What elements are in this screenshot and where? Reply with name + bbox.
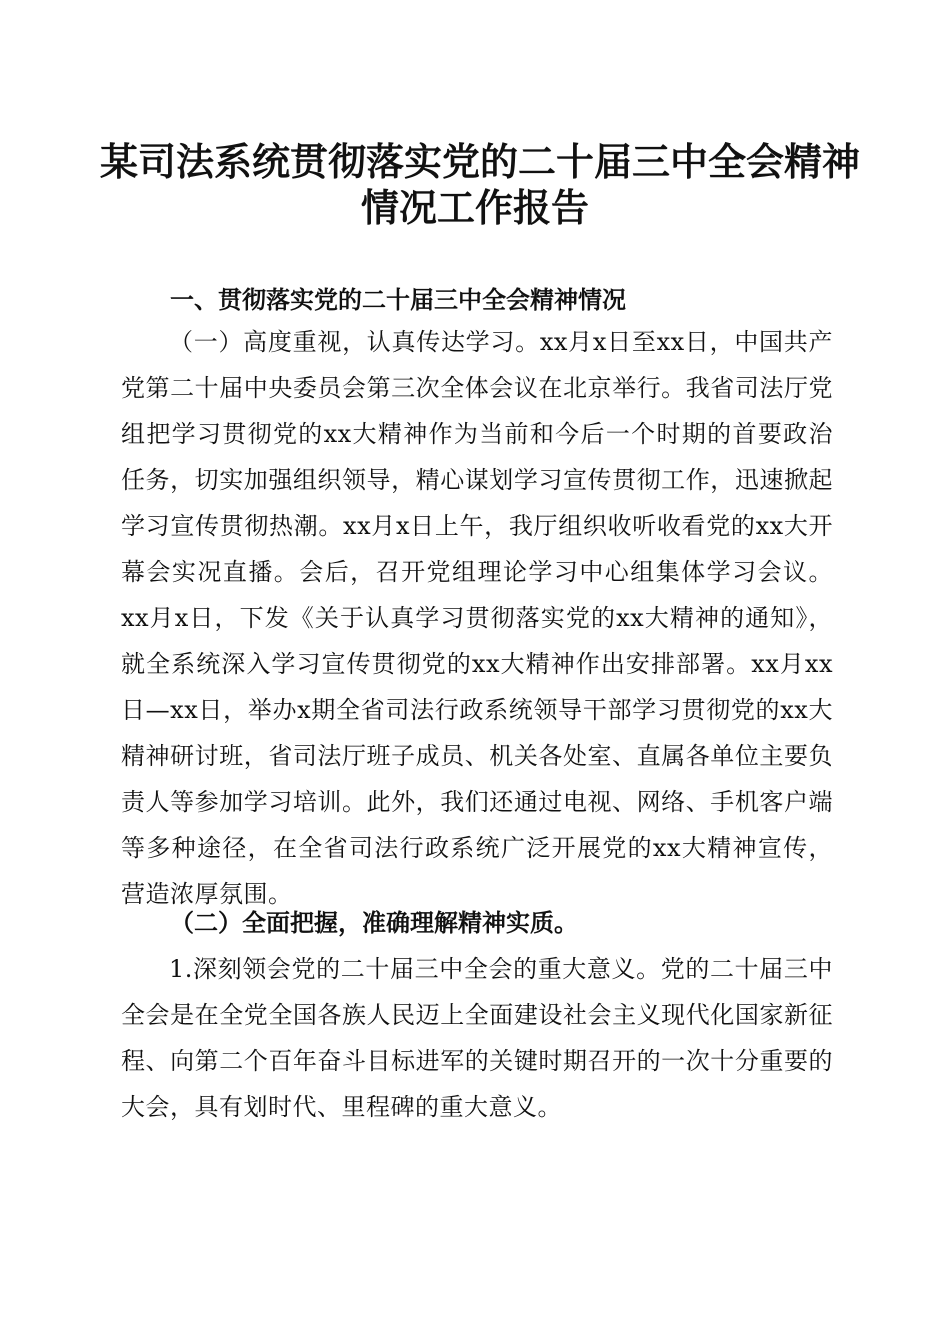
section-heading-1: 一、贯彻落实党的二十届三中全会精神情况: [170, 286, 626, 314]
document-title-line1: 某司法系统贯彻落实党的二十届三中全会精神: [100, 139, 861, 184]
subheading-2: （二）全面把握，准确理解精神实质。: [170, 908, 578, 937]
document-title-line2: 情况工作报告: [360, 185, 589, 230]
paragraph-1-body: xx月x日至xx日，中国共产党第二十届中央委员会第三次全体会议在北京举行。我省司法厅党组把学习贯彻党的xx大精神作为当前和今后一个时期的首要政治任务，切实加强组织领导，精心谋划学习宣传贯彻工作，迅速掀起学习宣传贯彻热潮。xx月x日上午，我厅组织收听收看党的xx大开幕会实况直播。会后，召开党组理论学习中心组集体学习会议。xx月x日，下发《关于认真学习贯彻落实党的xx大精神的通知》，就全系统深入学习宣传贯彻党的xx大精神作出安排部署。xx月xx日—xx日，举办x期全省司法行政系统领导干部学习贯彻党的xx大精神研讨班，省司法厅班子成员、机关各处室、直属各单位主要负责人等参加学习培训。此外，我们还通过电视、网络、手机客户端等多种途径，在全省司法行政系统广泛开展党的xx大精神宣传，营造浓厚氛围。: [121, 328, 833, 908]
paragraph-2: 1.深刻领会党的二十届三中全会的重大意义。党的二十届三中全会是在全党全国各族人民迈上全面建设社会主义现代化国家新征程、向第二个百年奋斗目标进军的关键时期召开的一次十分重要的大会，具有划时代、里程碑的重大意义。: [121, 955, 833, 1121]
paragraph-1: [121, 319, 833, 917]
paragraph-1-lead: （一）高度重视，认真传达学习。: [169, 328, 540, 356]
